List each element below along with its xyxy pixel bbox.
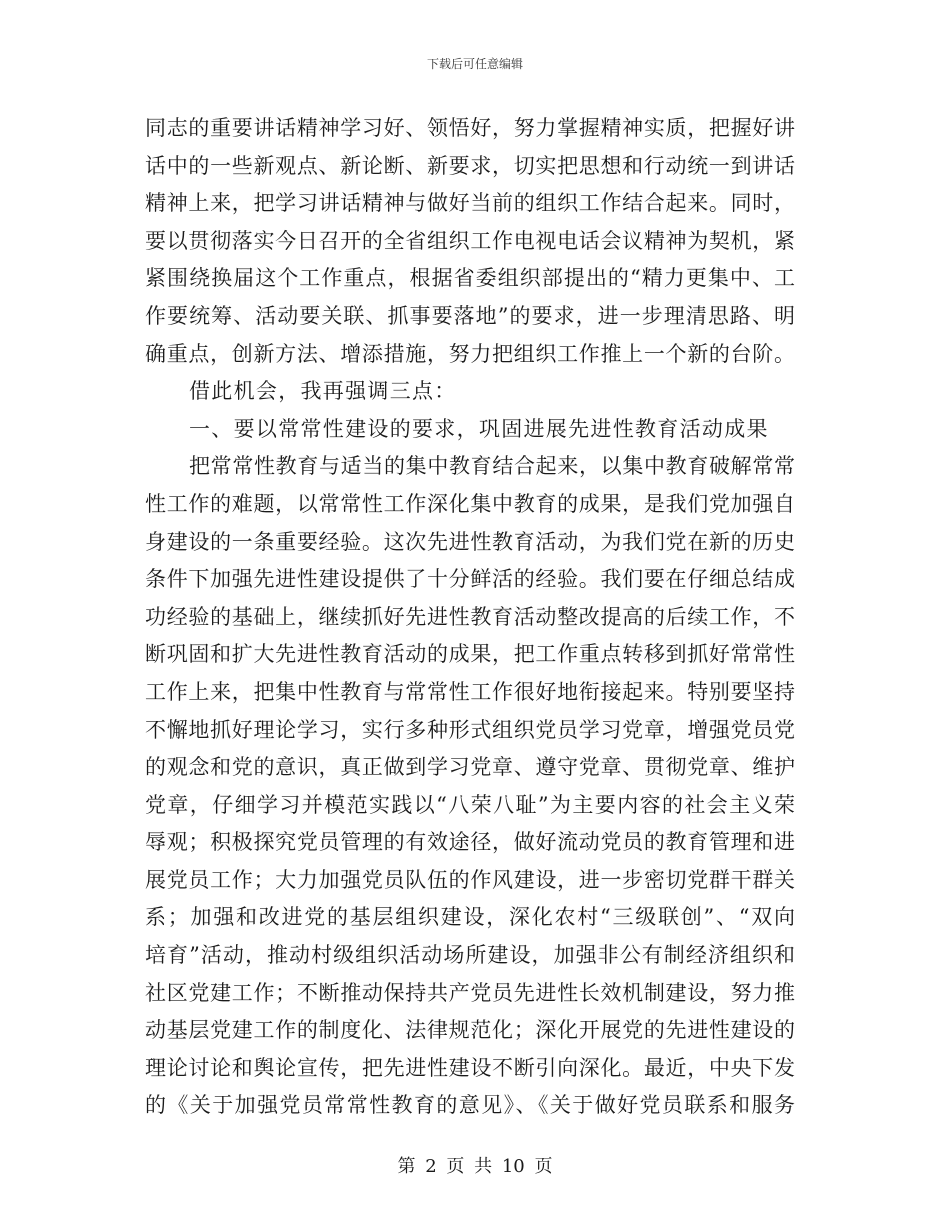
- text-line: 理论讨论和舆论宣传，把先进性建设不断引向深化。最近，中央下发: [145, 1055, 795, 1080]
- text-line: 条件下加强先进性建设提供了十分鲜活的经验。我们要在仔细总结成: [145, 567, 795, 592]
- text-line: 不懈地抓好理论学习，实行多种形式组织党员学习党章，增强党员党: [145, 717, 795, 742]
- text-line: 工作上来，把集中性教育与常常性工作很好地衔接起来。特别要坚持: [145, 679, 795, 704]
- text-line: 借此机会，我再强调三点：: [189, 379, 457, 404]
- text-line: 系；加强和改进党的基层组织建设，深化农村“三级联创”、“双向: [145, 905, 795, 930]
- text-line: 党章，仔细学习并模范实践以“八荣八耻”为主要内容的社会主义荣: [145, 792, 795, 817]
- text-line: 精神上来，把学习讲话精神与做好当前的组织工作结合起来。同时，: [145, 191, 795, 216]
- text-line: 把常常性教育与适当的集中教育结合起来，以集中教育破解常常: [189, 454, 795, 479]
- text-line: 身建设的一条重要经验。这次先进性教育活动，为我们党在新的历史: [145, 529, 795, 554]
- text-line: 展党员工作；大力加强党员队伍的作风建设，进一步密切党群干群关: [145, 867, 795, 892]
- text-line: 的《关于加强党员常常性教育的意见》、《关于做好党员联系和服务: [145, 1093, 795, 1118]
- text-line: 确重点，创新方法、增添措施，努力把组织工作推上一个新的台阶。: [145, 341, 795, 366]
- text-line: 性工作的难题，以常常性工作深化集中教育的成果，是我们党加强自: [145, 491, 795, 516]
- document-body: [145, 110, 795, 1125]
- text-line: 要以贯彻落实今日召开的全省组织工作电视电话会议精神为契机，紧: [145, 228, 795, 253]
- text-line: 同志的重要讲话精神学习好、领悟好，努力掌握精神实质，把握好讲: [145, 116, 795, 140]
- page-footer: 第 2 页 共 10 页: [397, 1156, 553, 1177]
- text-line: 功经验的基础上，继续抓好先进性教育活动整改提高的后续工作，不: [145, 604, 795, 629]
- text-line: 作要统筹、活动要关联、抓事要落地”的要求，进一步理清思路、明: [145, 303, 795, 328]
- text-line: 紧围绕换届这个工作重点，根据省委组织部提出的“精力更集中、工: [145, 266, 795, 291]
- text-line: 社区党建工作；不断推动保持共产党员先进性长效机制建设，努力推: [145, 980, 795, 1005]
- text-line: 动基层党建工作的制度化、法律规范化；深化开展党的先进性建设的: [145, 1018, 795, 1043]
- text-line: 培育”活动，推动村级组织活动场所建设，加强非公有制经济组织和: [145, 943, 795, 968]
- text-line: 一、要以常常性建设的要求，巩固进展先进性教育活动成果: [189, 416, 769, 441]
- page-header: 下载后可任意编辑: [426, 57, 523, 71]
- text-line: 断巩固和扩大先进性教育活动的成果，把工作重点转移到抓好常常性: [145, 642, 795, 667]
- text-line: 话中的一些新观点、新论断、新要求，切实把思想和行动统一到讲话: [145, 153, 795, 178]
- text-line: 的观念和党的意识，真正做到学习党章、遵守党章、贯彻党章、维护: [145, 755, 795, 780]
- text-line: 辱观；积极探究党员管理的有效途径，做好流动党员的教育管理和进: [145, 830, 795, 855]
